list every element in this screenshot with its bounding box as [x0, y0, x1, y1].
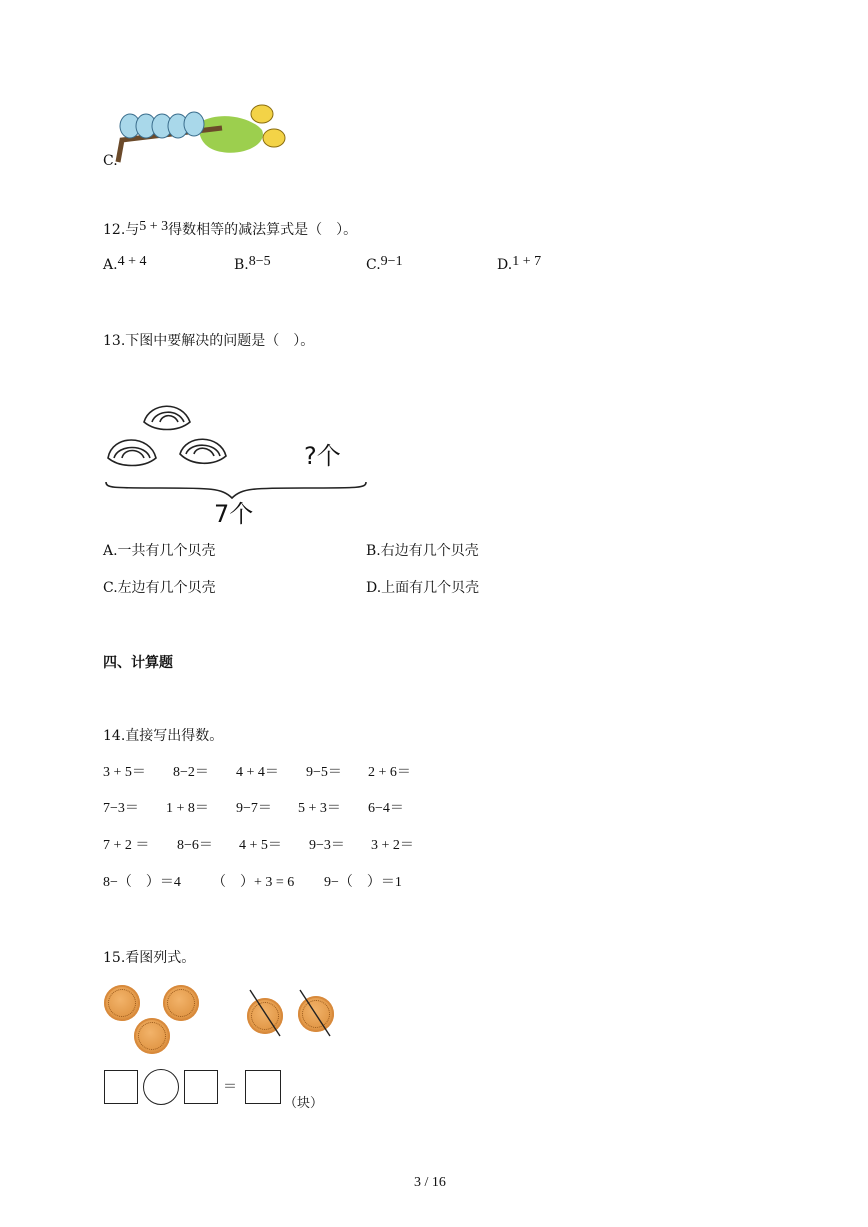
- birds-on-branch-image: [112, 100, 302, 168]
- q12-prefix: 12.与: [103, 222, 140, 238]
- equals-sign: ＝: [223, 1079, 237, 1095]
- q14-question: 14.直接写出得数。: [103, 728, 224, 744]
- q13-option-d[interactable]: D.上面有几个贝壳: [366, 580, 480, 596]
- page-number: 3 / 16: [414, 1175, 446, 1190]
- q12-expression: 5 + 3: [139, 219, 169, 234]
- q13-option-b[interactable]: B.右边有几个贝壳: [366, 543, 479, 559]
- calc-item: 7−3＝: [103, 801, 139, 816]
- cookie-icon: [104, 985, 140, 1021]
- calc-item: 9−5＝: [306, 765, 342, 780]
- q13-question: 13.下图中要解决的问题是（ ）。: [103, 333, 315, 349]
- option-value: 4 + 4: [117, 254, 147, 269]
- calc-item: 1 + 8＝: [166, 801, 209, 816]
- q12-option-a[interactable]: [103, 254, 147, 274]
- q12-option-b[interactable]: [234, 254, 271, 274]
- calc-fill-item[interactable]: （ ）+ 3 = 6: [212, 875, 295, 890]
- option-label: D.: [497, 257, 513, 273]
- answer-box[interactable]: [184, 1070, 218, 1104]
- option-label: B.: [234, 257, 249, 273]
- q12-suffix: 得数相等的减法算式是（ ）。: [168, 222, 358, 238]
- shells-unknown-label: ?个: [304, 442, 341, 470]
- q13-option-c[interactable]: C.左边有几个贝壳: [103, 580, 216, 596]
- calc-item: 2 + 6＝: [368, 765, 411, 780]
- q12-option-c[interactable]: [366, 254, 403, 274]
- answer-box[interactable]: [245, 1070, 281, 1104]
- shells-total-label: 7个: [214, 500, 254, 528]
- q13-option-a[interactable]: A.一共有几个贝壳: [103, 543, 216, 559]
- shell-icon: [180, 439, 226, 463]
- calc-item: 9−3＝: [309, 838, 345, 853]
- q11-option-c-label[interactable]: C.: [103, 153, 118, 169]
- shell-icon: [108, 440, 156, 466]
- option-label: A.: [103, 257, 118, 273]
- cross-out-marks: [244, 988, 340, 1040]
- calc-item: 3 + 2＝: [371, 838, 414, 853]
- calc-item: 8−2＝: [173, 765, 209, 780]
- q12-question: [103, 219, 357, 239]
- answer-box[interactable]: [104, 1070, 138, 1104]
- calc-item: 4 + 5＝: [239, 838, 282, 853]
- section-heading: 四、计算题: [103, 655, 173, 671]
- calc-fill-item[interactable]: 8−（ ）＝4: [103, 875, 181, 890]
- option-value: 9−1: [380, 254, 403, 269]
- cookie-icon: [163, 985, 199, 1021]
- calc-item: 3 + 5＝: [103, 765, 146, 780]
- calc-item: 5 + 3＝: [298, 801, 341, 816]
- operator-circle[interactable]: [143, 1069, 179, 1105]
- calc-item: 7 + 2 ＝: [103, 838, 150, 853]
- option-value: 1 + 7: [512, 254, 542, 269]
- calc-item: 8−6＝: [177, 838, 213, 853]
- q15-question: 15.看图列式。: [103, 950, 196, 966]
- shell-icon: [144, 406, 190, 429]
- option-value: 8−5: [248, 254, 271, 269]
- cookie-icon: [134, 1018, 170, 1054]
- calc-fill-item[interactable]: 9−（ ）＝1: [324, 875, 402, 890]
- calc-item: 4 + 4＝: [236, 765, 279, 780]
- calc-item: 9−7＝: [236, 801, 272, 816]
- q12-option-d[interactable]: [497, 254, 542, 274]
- calc-item: 6−4＝: [368, 801, 404, 816]
- option-label: C.: [366, 257, 381, 273]
- unit-label: （块）: [284, 1096, 324, 1111]
